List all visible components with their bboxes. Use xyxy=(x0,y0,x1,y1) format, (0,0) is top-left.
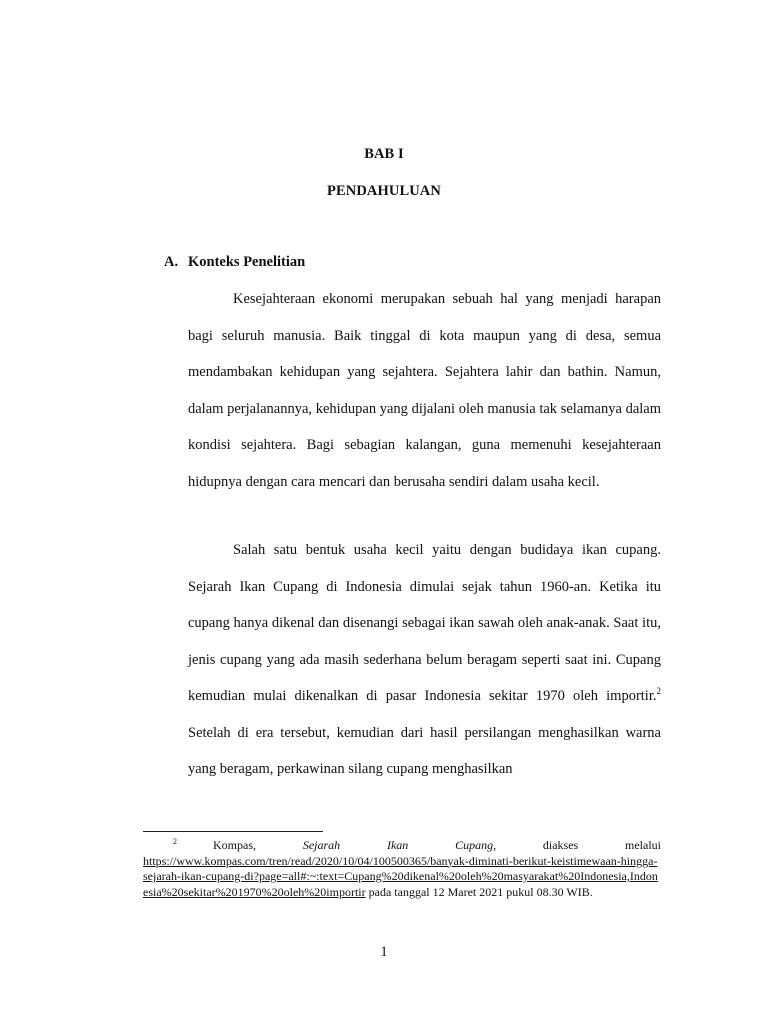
footnote-citation xyxy=(143,838,661,854)
paragraph-2-text-a: Salah satu bentuk usaha kecil yaitu dengan budidaya ikan cupang. Sejarah Ikan Cupang di Indonesia dimulai sejak tahun 1960-an. Ketika itu cupang hanya dikenal dan disenangi sebagai ikan sawah oleh anak-anak. Saat itu, jenis cupang yang ada masih sederhana belum beragam seperti saat ini. Cupang kemudian mulai dikenalkan di pasar Indonesia sekitar 1970 oleh importir. xyxy=(188,542,661,704)
footnote-access-text: , diakses melalui xyxy=(493,838,661,852)
chapter-title: PENDAHULUAN xyxy=(327,183,441,199)
paragraph-1: Kesejahteraan ekonomi merupakan sebuah hal yang menjadi harapan bagi seluruh manusia. Baik tinggal di kota maupun yang di desa, semua mendambakan kehidupan yang sejahtera. Sejahtera lahir dan bathin. Namun, dalam perjalanannya, kehidupan yang dijalani oleh manusia tak selamanya dalam kondisi sejahtera. Bagi sebagian kalangan, guna memenuhi kesejahteraan hidupnya dengan cara mencari dan berusaha sendiri dalam usaha kecil. xyxy=(188,291,661,490)
paragraph-2 xyxy=(188,532,661,788)
footnote-title: Sejarah Ikan Cupang xyxy=(302,838,494,852)
footnote-number: 2 xyxy=(173,837,177,846)
footnote xyxy=(143,838,661,900)
section-heading xyxy=(164,254,305,271)
footnote-reference[interactable]: 2 xyxy=(656,686,661,697)
footnote-date: pada tanggal 12 Maret 2021 pukul 08.30 WIB. xyxy=(365,884,593,899)
chapter-number: BAB I xyxy=(364,146,404,162)
footnote-separator xyxy=(143,831,323,832)
footnote-link-line xyxy=(143,854,661,901)
footnote-source: Kompas, xyxy=(213,838,256,852)
page-number: 1 xyxy=(380,944,388,960)
paragraph-2-text-b: Setelah di era tersebut, kemudian dari hasil persilangan menghasilkan warna yang beragam, perkawinan silang cupang menghasilkan xyxy=(188,724,661,777)
section-title: Konteks Penelitian xyxy=(188,254,306,270)
section-letter: A. xyxy=(164,254,179,270)
footnote-url-link[interactable]: https://www.kompas.com/tren/read/2020/10/04/100500365/banyak-diminati-berikut-keistimewaan-hingga-sejarah-ikan-cupang-di?page=all#:~:text=Cupang%20dikenal%20oleh%20masyarakat%20Indonesia,Indonesia%20sekitar%201970%20oleh%20importir xyxy=(143,853,658,899)
